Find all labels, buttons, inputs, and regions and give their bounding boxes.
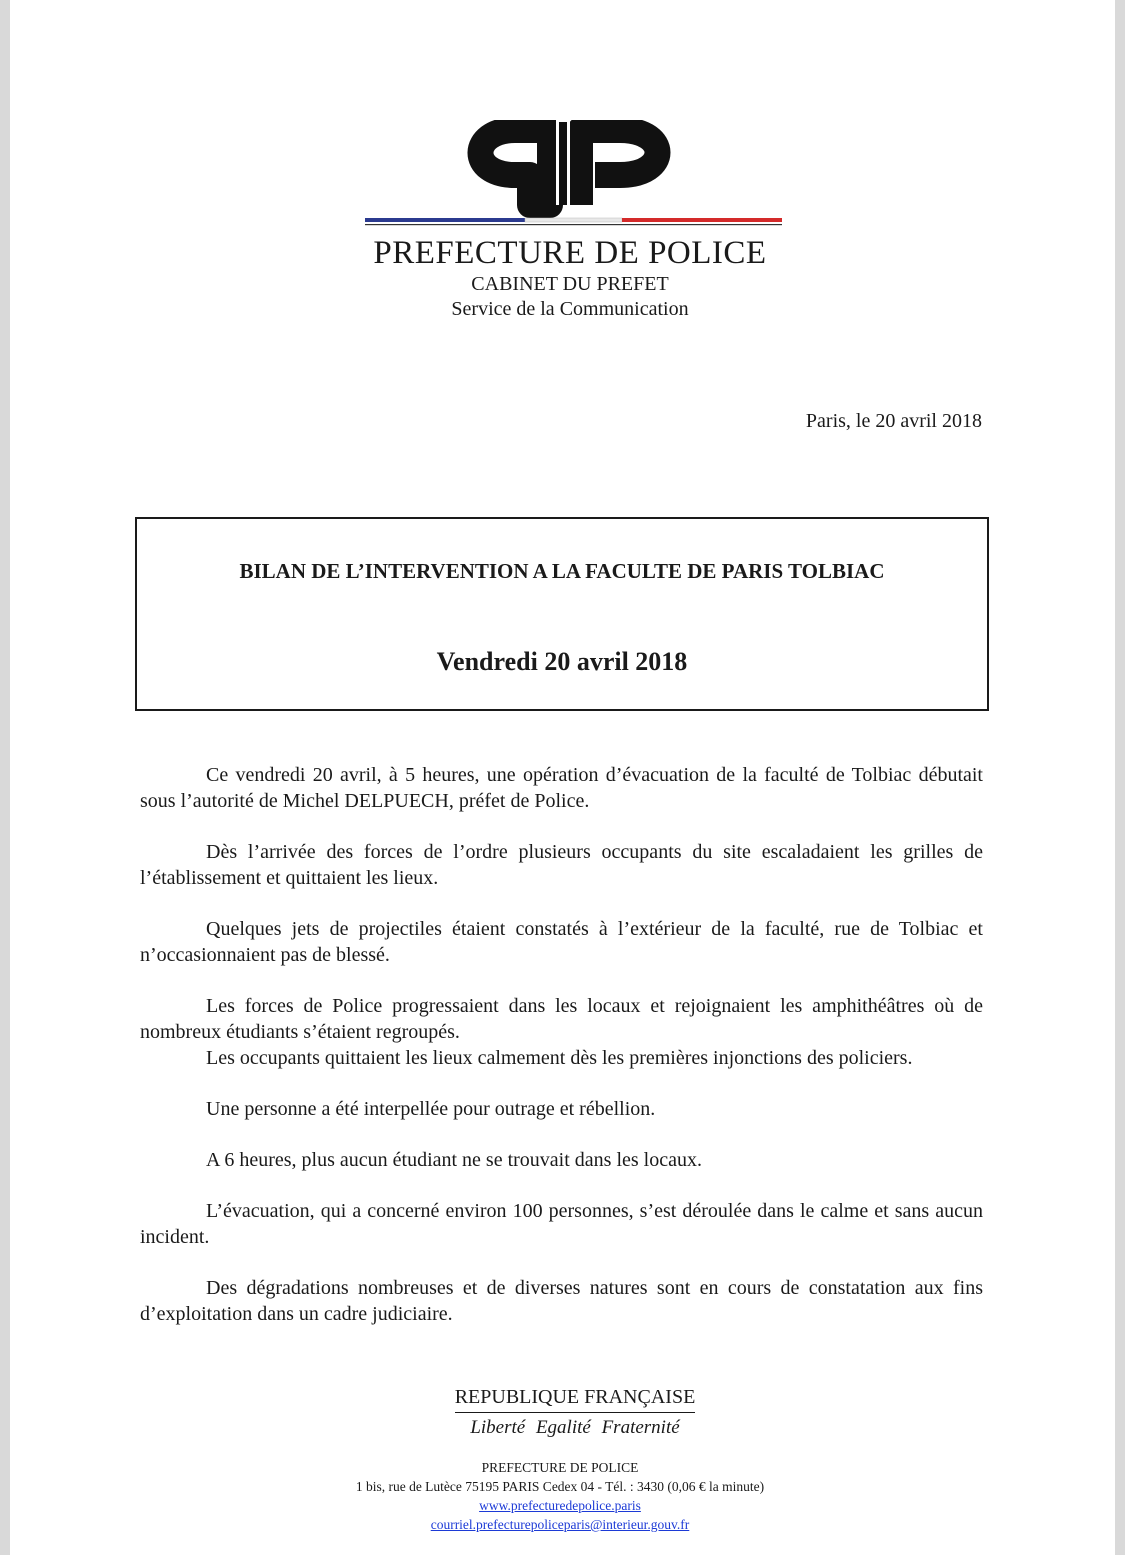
paragraph: A 6 heures, plus aucun étudiant ne se trouvait dans les locaux. (206, 1149, 702, 1171)
document-date: Vendredi 20 avril 2018 (436, 647, 688, 676)
paragraph: Ce vendredi 20 avril, à 5 heures, une opération d’évacuation de la faculté de Tolbiac débutait sous l’autorité de Michel DELPUECH, préfet de Police. (140, 764, 983, 812)
footer-org: PREFECTURE DE POLICE (481, 1460, 639, 1475)
date-line: Paris, le 20 avril 2018 (805, 410, 982, 432)
republic-block (410, 1386, 740, 1439)
website-link[interactable]: www.prefecturedepolice.paris (479, 1498, 641, 1513)
republic-motto: Liberté Egalité Fraternité (470, 1417, 680, 1438)
title-box (135, 517, 989, 711)
paragraph: L’évacuation, qui a concerné environ 100 personnes, s’est déroulée dans le calme et sans aucun incident. (140, 1200, 983, 1248)
footer-address: 1 bis, rue de Lutèce 75195 PARIS Cedex 04 - Tél. : 3430 (0,06 € la minute) (355, 1479, 765, 1494)
paragraph: Dès l’arrivée des forces de l’ordre plusieurs occupants du site escaladaient les grilles de l’établissement et quittaient les lieux. (140, 841, 983, 889)
paragraph: Une personne a été interpellée pour outrage et rébellion. (206, 1098, 656, 1120)
footer-contact (210, 1458, 910, 1534)
paragraph: Les occupants quittaient les lieux calmement dès les premières injonctions des policiers. (206, 1047, 913, 1069)
paragraph: Quelques jets de projectiles étaient constatés à l’extérieur de la faculté, rue de Tolbiac et n’occasionnaient pas de blessé. (140, 918, 983, 966)
cabinet-name: CABINET DU PREFET (471, 273, 669, 295)
republic-name: REPUBLIQUE FRANÇAISE (455, 1386, 696, 1413)
organization-name: PREFECTURE DE POLICE (373, 235, 767, 271)
document-page (10, 0, 1115, 1555)
document-title: BILAN DE L’INTERVENTION A LA FACULTE DE PARIS TOLBIAC (239, 559, 885, 583)
email-link[interactable]: courriel.prefecturepoliceparis@interieur.gouv.fr (430, 1517, 690, 1532)
service-name: Service de la Communication (451, 298, 689, 320)
paragraph: Des dégradations nombreuses et de diverses natures sont en cours de constatation aux fins d’exploitation dans un cadre judiciaire. (140, 1277, 983, 1325)
body-text (140, 762, 983, 1352)
paragraph: Les forces de Police progressaient dans les locaux et rejoignaient les amphithéâtres où de nombreux étudiants s’étaient regroupés. (140, 995, 983, 1043)
